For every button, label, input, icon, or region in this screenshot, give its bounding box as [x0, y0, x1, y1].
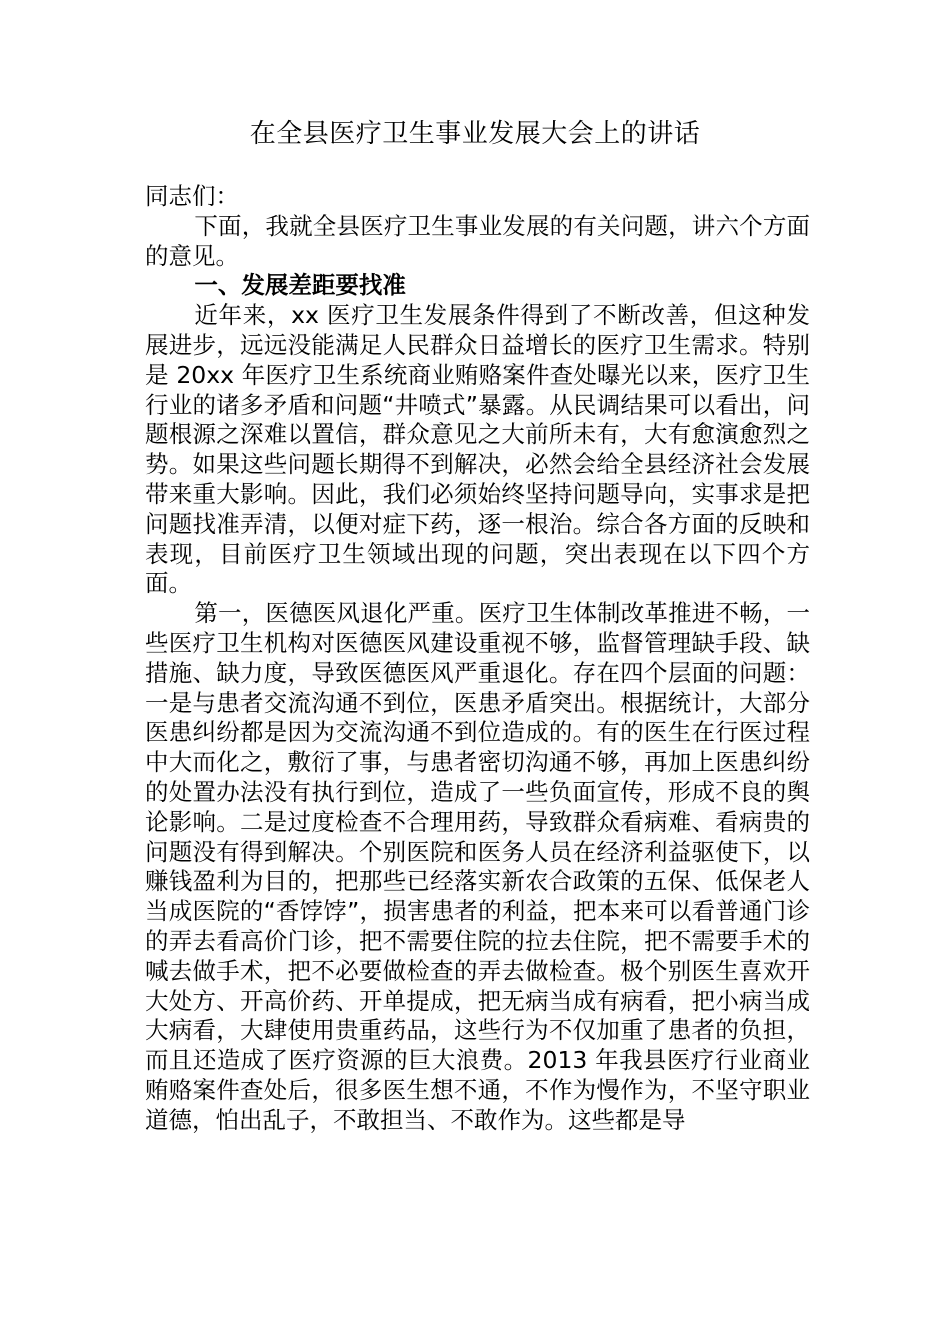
- document-title: 在全县医疗卫生事业发展大会上的讲话: [249, 119, 701, 149]
- salutation: 同志们：: [145, 182, 239, 210]
- point-paragraph: 第一，医德医风退化严重。医疗卫生体制改革推进不畅，一些医疗卫生机构对医德医风建设重视不够，监督管理缺手段、缺措施、缺力度，导致医德医风严重退化。存在四个层面的问题：一是与患者交流沟通不到位，医患矛盾突出。根据统计，大部分医患纠纷都是因为交流沟通不到位造成的。有的医生在行医过程中大而化之，敷衍了事，与患者密切沟通不够，再加上医患纠纷的处置办法没有执行到位，造成了一些负面宣传，形成不良的舆论影响。二是过度检查不合理用药，导致群众看病难、看病贵的问题没有得到解决。个别医院和医务人员在经济利益驱使下，以赚钱盈利为目的，把那些已经落实新农合政策的五保、低保老人当成医院的“香饽饽”，损害患者的利益，把本来可以看普通门诊的弄去看高价门诊，把不需要住院的拉去住院，把不需要手术的喊去做手术，把不必要做检查的弄去做检查。极个别医生喜欢开大处方、开高价药、开单提成，把无病当成有病看，把小病当成大病看，大肆使用贵重药品，这些行为不仅加重了患者的负担，而且还造成了医疗资源的巨大浪费。2013 年我县医疗行业商业贿赂案件查处后，很多医生想不通，不作为慢作为，不坚守职业道德，怕出乱子，不敢担当、不敢作为。这些都是导: [145, 599, 810, 1134]
- section-heading: 一、发展差距要找准: [194, 271, 406, 300]
- intro-paragraph: 下面，我就全县医疗卫生事业发展的有关问题，讲六个方面的意见。: [145, 211, 810, 270]
- document-body: [145, 182, 810, 1136]
- section-paragraph: 近年来，xx 医疗卫生发展条件得到了不断改善，但这种发展进步，远远没能满足人民群众日益增长的医疗卫生需求。特别是 20xx 年医疗卫生系统商业贿赂案件查处曝光以来，医疗卫生行业的诸多矛盾和问题“井喷式”暴露。从民调结果可以看出，问题根源之深难以置信，群众意见之大前所未有，大有愈演愈烈之势。如果这些问题长期得不到解决，必然会给全县经济社会发展带来重大影响。因此，我们必须始终坚持问题导向，实事求是把问题找准弄清，以便对症下药，逐一根治。综合各方面的反映和表现，目前医疗卫生领域出现的问题，突出表现在以下四个方面。: [145, 301, 810, 598]
